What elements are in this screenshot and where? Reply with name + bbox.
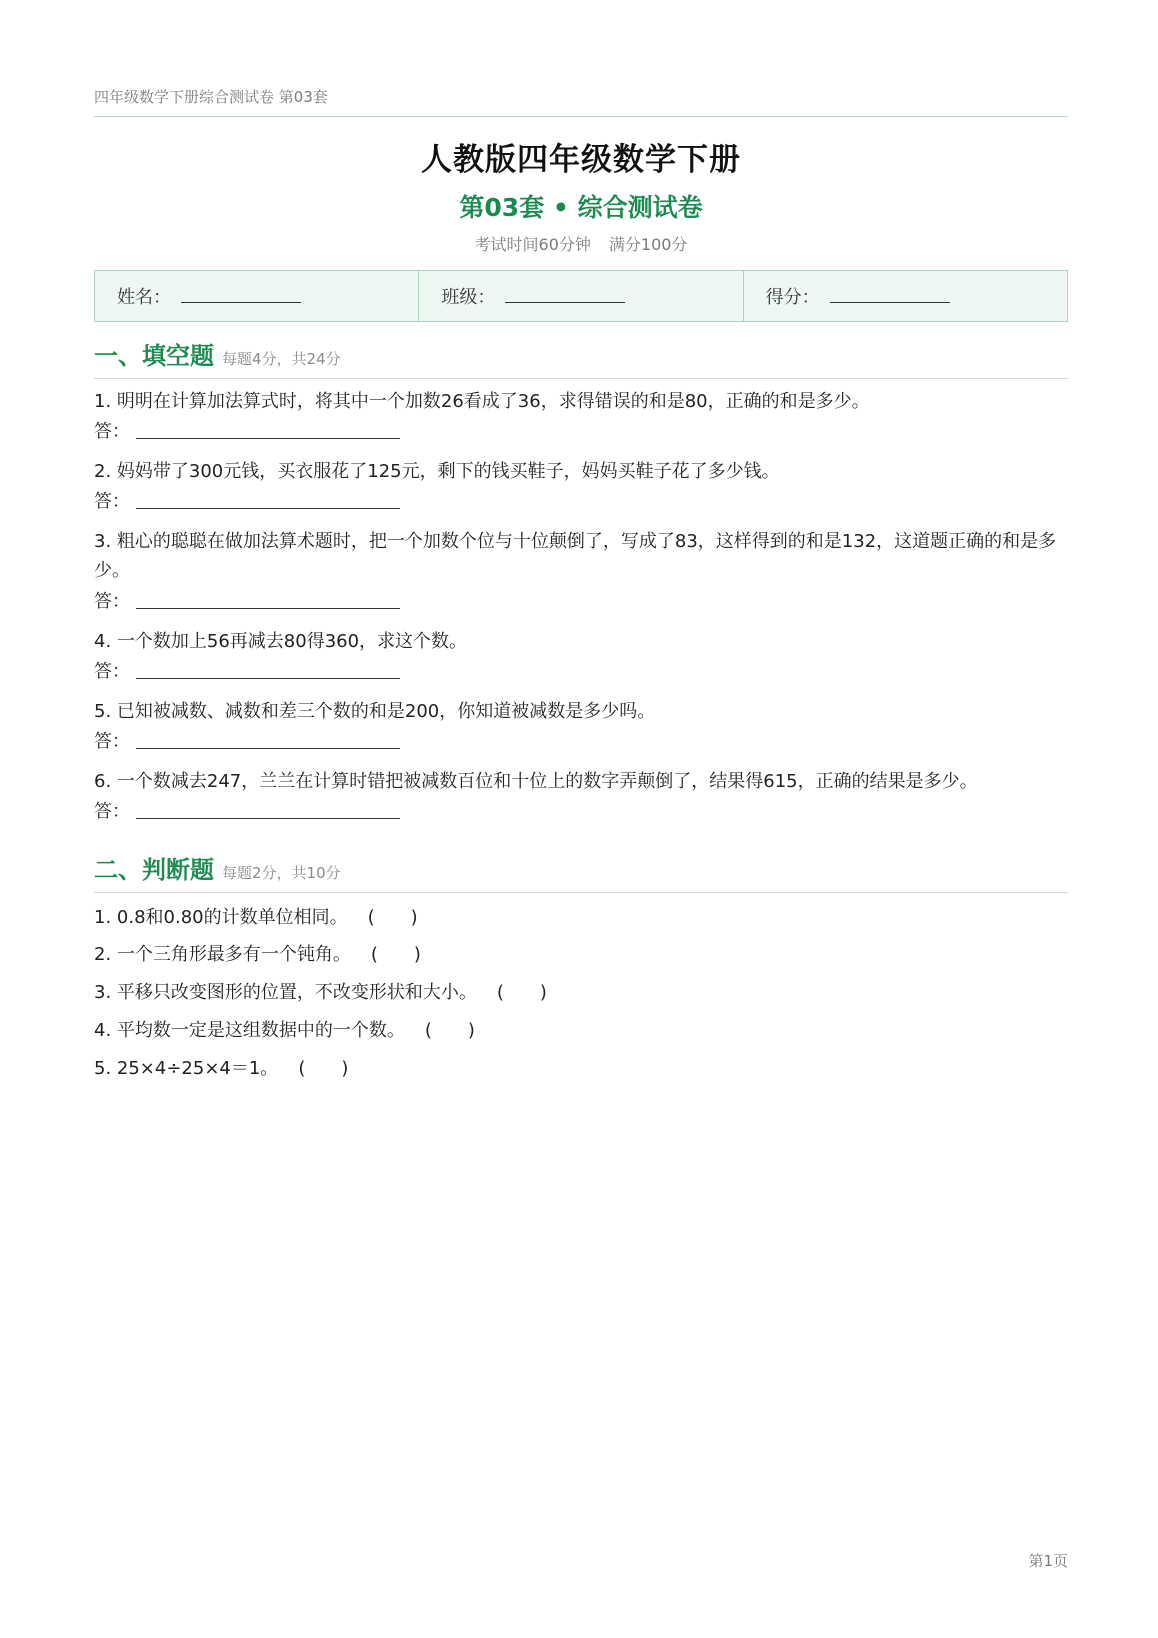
judge-text: 5. 25×4÷25×4＝1。 (94, 1058, 279, 1079)
exam-page (94, 0, 1068, 1638)
answer-row (94, 587, 400, 613)
question-item: 2. 妈妈带了300元钱，买衣服花了125元，剩下的钱买鞋子，妈妈买鞋子花了多少钱。 (94, 461, 780, 482)
section-divider (94, 378, 1068, 379)
answer-field[interactable] (136, 818, 400, 819)
answer-row (94, 657, 400, 683)
question-item: 1. 明明在计算加法算式时，将其中一个加数26看成了36，求得错误的和是80，正确的和是多少。 (94, 391, 870, 412)
answer-row (94, 727, 400, 753)
class-cell (418, 271, 742, 321)
question-item: 4. 一个数加上56再减去80得360，求这个数。 (94, 631, 468, 652)
section-note: 每题4分，共24分 (222, 350, 341, 368)
answer-field[interactable] (136, 508, 400, 509)
exam-score: 满分100分 (608, 235, 688, 254)
answer-field[interactable] (136, 438, 400, 439)
judge-text: 2. 一个三角形最多有一个钝角。 (94, 944, 351, 965)
question-item: 3. 粗心的聪聪在做加法算术题时，把一个加数个位与十位颠倒了，写成了83，这样得到的和是132，这道题正确的和是多少。 (94, 531, 1057, 581)
judge-item (94, 903, 418, 929)
judge-item (94, 1016, 475, 1042)
section-divider (94, 892, 1068, 893)
answer-label: 答： (94, 661, 130, 682)
answer-field[interactable] (136, 678, 400, 679)
answer-label: 答： (94, 731, 130, 752)
answer-row (94, 417, 400, 443)
question-item: 6. 一个数减去247，兰兰在计算时错把被减数百位和十位上的数字弄颠倒了，结果得615，正确的结果是多少。 (94, 771, 978, 792)
name-field[interactable] (181, 302, 301, 303)
section-true-false-heading (94, 850, 1068, 885)
page-subtitle: 第03套 • 综合测试卷 (459, 193, 703, 222)
judge-answer-slot[interactable]: ( ) (298, 1058, 349, 1079)
judge-answer-slot[interactable]: ( ) (367, 907, 418, 928)
score-label: 得分： (765, 287, 820, 308)
answer-label: 答： (94, 591, 130, 612)
judge-item (94, 1054, 348, 1080)
judge-text: 4. 平均数一定是这组数据中的一个数。 (94, 1020, 405, 1041)
section-title: 一、填空题 (94, 342, 214, 370)
exam-time: 考试时间60分钟 (474, 235, 591, 254)
answer-field[interactable] (136, 608, 400, 609)
answer-label: 答： (94, 801, 130, 822)
section-fill-blank-heading (94, 336, 1068, 371)
question-item: 5. 已知被减数、减数和差三个数的和是200，你知道被减数是多少吗。 (94, 701, 656, 722)
judge-text: 3. 平移只改变图形的位置，不改变形状和大小。 (94, 982, 477, 1003)
answer-field[interactable] (136, 748, 400, 749)
class-field[interactable] (505, 302, 625, 303)
running-header: 四年级数学下册综合测试卷 第03套 (94, 88, 328, 106)
judge-item (94, 978, 547, 1004)
answer-label: 答： (94, 421, 130, 442)
judge-item (94, 940, 421, 966)
header-divider (94, 116, 1068, 117)
page-number: 第1页 (1028, 1552, 1068, 1570)
class-label: 班级： (441, 287, 496, 308)
name-cell (95, 271, 418, 321)
section-note: 每题2分，共10分 (222, 864, 341, 882)
section-title: 二、判断题 (94, 856, 214, 884)
answer-row (94, 487, 400, 513)
answer-row (94, 797, 400, 823)
name-label: 姓名： (117, 287, 171, 308)
judge-answer-slot[interactable]: ( ) (496, 982, 547, 1003)
exam-meta (94, 232, 1068, 255)
answer-label: 答： (94, 491, 130, 512)
score-cell (743, 271, 1067, 321)
student-info-box (94, 270, 1068, 322)
judge-answer-slot[interactable]: ( ) (424, 1020, 475, 1041)
page-title: 人教版四年级数学下册 (421, 142, 741, 178)
judge-answer-slot[interactable]: ( ) (370, 944, 421, 965)
score-field[interactable] (830, 302, 950, 303)
judge-text: 1. 0.8和0.80的计数单位相同。 (94, 907, 348, 928)
